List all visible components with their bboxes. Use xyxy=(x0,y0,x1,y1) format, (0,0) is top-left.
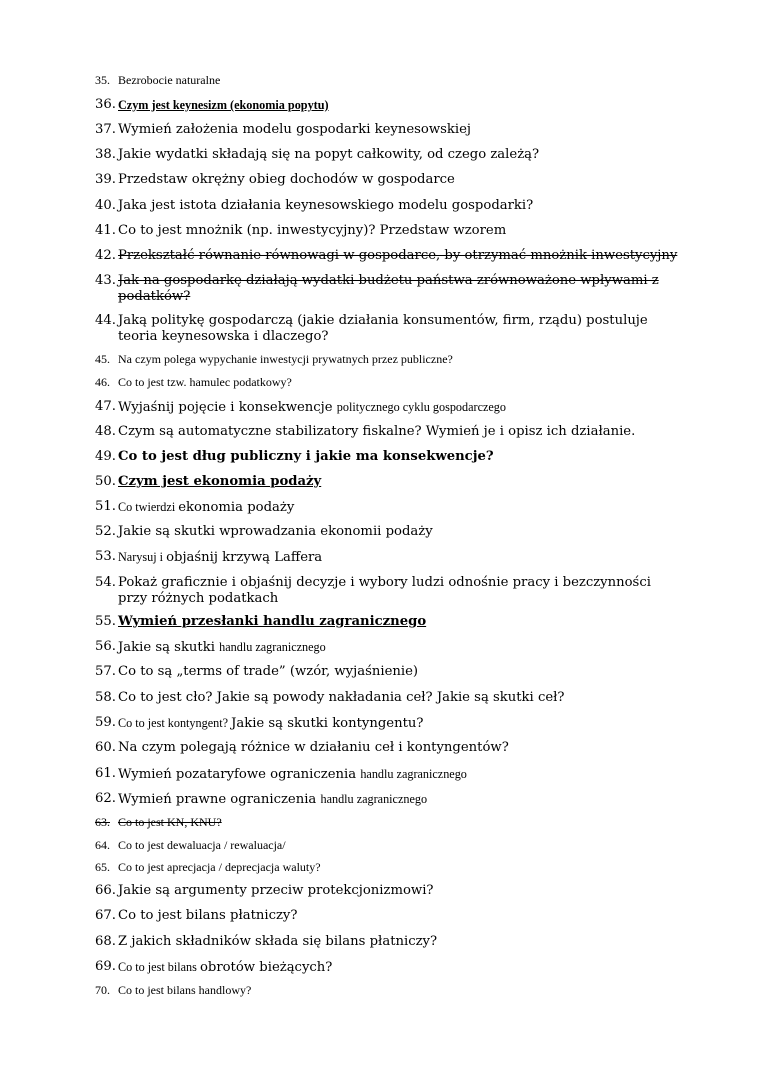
question-text-segment: objaśnij krzywą Laffera xyxy=(166,550,323,565)
question-text-segment: Co to jest bilans xyxy=(118,960,200,974)
question-item xyxy=(95,766,685,783)
question-item xyxy=(95,248,685,264)
question-item xyxy=(95,959,685,976)
question-item xyxy=(95,860,685,875)
question-text xyxy=(118,639,326,656)
question-number: 44. xyxy=(95,313,116,328)
question-item xyxy=(95,424,685,440)
question-item xyxy=(95,122,685,138)
question-text-segment: Jak na gospodarkę działają wydatki budżetu państwa zrównoważone wpływami z podatków? xyxy=(118,273,659,304)
question-text xyxy=(118,838,286,853)
question-text xyxy=(118,715,423,732)
question-text xyxy=(118,815,222,830)
question-number: 60. xyxy=(95,740,116,755)
question-text-segment: handlu zagranicznego xyxy=(320,792,428,806)
question-number: 55. xyxy=(95,614,116,629)
question-item xyxy=(95,639,685,656)
question-text xyxy=(118,313,678,345)
question-text-segment: ekonomia podaży xyxy=(178,500,295,515)
question-text-segment: Wymień przesłanki handlu zagranicznego xyxy=(118,614,427,629)
question-number: 69. xyxy=(95,959,116,974)
question-number: 67. xyxy=(95,908,116,923)
question-number: 57. xyxy=(95,664,116,679)
question-item xyxy=(95,791,685,808)
question-text-segment: Co to jest bilans handlowy? xyxy=(118,983,252,997)
question-item xyxy=(95,198,685,214)
question-number: 48. xyxy=(95,424,116,439)
question-text xyxy=(118,449,494,465)
question-item xyxy=(95,883,685,899)
question-text-segment: Pokaż graficznie i objaśnij decyzje i wybory ludzi odnośnie pracy i bezczynności przy różnych podatkach xyxy=(118,575,651,606)
question-item xyxy=(95,97,685,114)
question-text xyxy=(118,424,635,440)
question-number: 56. xyxy=(95,639,116,654)
question-item xyxy=(95,223,685,239)
question-text-segment: Co to jest KN, KNU? xyxy=(118,815,222,829)
question-text xyxy=(118,740,509,756)
question-text-segment: Co to są „terms of trade” (wzór, wyjaśnienie) xyxy=(118,664,419,679)
question-number: 35. xyxy=(95,73,110,87)
question-text-segment: politycznego cyklu gospodarczego xyxy=(336,400,506,414)
question-text xyxy=(118,223,506,239)
question-number: 63. xyxy=(95,815,110,829)
question-text xyxy=(118,791,427,808)
question-text xyxy=(118,664,418,680)
question-text-segment: handlu zagranicznego xyxy=(219,640,326,654)
question-item xyxy=(95,690,685,706)
question-text-segment: Przekształć równanie równowagi w gospodarce, by otrzymać mnożnik inwestycyjny xyxy=(118,248,678,263)
question-text xyxy=(118,273,678,305)
question-number: 70. xyxy=(95,983,110,997)
question-number: 52. xyxy=(95,524,116,539)
question-item xyxy=(95,273,685,305)
question-text xyxy=(118,690,564,706)
question-item xyxy=(95,983,685,998)
question-text xyxy=(118,399,506,416)
question-text-segment: handlu zagranicznego xyxy=(360,767,467,781)
question-text xyxy=(118,474,321,490)
question-item xyxy=(95,449,685,465)
question-text-segment: Z jakich składników składa się bilans płatniczy? xyxy=(118,934,438,949)
question-item xyxy=(95,524,685,540)
question-text xyxy=(118,172,455,188)
question-number: 62. xyxy=(95,791,116,806)
question-text-segment: Czym jest keynesizm (ekonomia popytu) xyxy=(118,98,329,112)
question-number: 54. xyxy=(95,575,116,590)
question-text-segment: Narysuj i xyxy=(118,550,167,564)
question-number: 40. xyxy=(95,198,116,213)
question-text-segment: Co to jest bilans płatniczy? xyxy=(118,908,298,923)
question-number: 59. xyxy=(95,715,116,730)
question-text-segment: Jaką politykę gospodarczą (jakie działania konsumentów, firm, rządu) postuluje teoria keynesowska i dlaczego? xyxy=(118,313,648,344)
question-text-segment: Czym jest ekonomia podaży xyxy=(118,474,322,489)
question-text-segment: Jakie są skutki xyxy=(118,640,220,655)
question-number: 46. xyxy=(95,375,110,389)
question-text xyxy=(118,73,220,88)
question-item xyxy=(95,575,685,607)
question-item xyxy=(95,474,685,490)
question-text-segment: Wymień prawne ograniczenia xyxy=(118,792,321,807)
question-number: 65. xyxy=(95,860,110,874)
question-number: 38. xyxy=(95,147,116,162)
question-item xyxy=(95,172,685,188)
question-text-segment: Wyjaśnij pojęcie i konsekwencje xyxy=(118,400,337,415)
question-number: 61. xyxy=(95,766,116,781)
question-number: 37. xyxy=(95,122,116,137)
question-text xyxy=(118,983,251,998)
question-number: 47. xyxy=(95,399,116,414)
question-item xyxy=(95,73,685,88)
question-text-segment: Przedstaw okrężny obieg dochodów w gospodarce xyxy=(118,172,455,187)
question-number: 41. xyxy=(95,223,116,238)
question-text-segment: Co twierdzi xyxy=(118,500,179,514)
question-text-segment: Co to jest mnożnik (np. inwestycyjny)? Przedstaw wzorem xyxy=(118,223,507,238)
question-text xyxy=(118,614,426,630)
question-text xyxy=(118,934,437,950)
question-item xyxy=(95,815,685,830)
question-item xyxy=(95,664,685,680)
question-item xyxy=(95,715,685,732)
question-number: 50. xyxy=(95,474,116,489)
question-text-segment: Na czym polegają różnice w działaniu ceł i kontyngentów? xyxy=(118,740,509,755)
question-text-segment: Jaka jest istota działania keynesowskiego modelu gospodarki? xyxy=(118,198,534,213)
question-item xyxy=(95,908,685,924)
question-item xyxy=(95,838,685,853)
question-text xyxy=(118,959,332,976)
question-text-segment: Jakie są skutki kontyngentu? xyxy=(231,716,424,731)
question-text xyxy=(118,147,539,163)
question-text xyxy=(118,549,322,566)
question-number: 68. xyxy=(95,934,116,949)
question-text-segment: Co to jest aprecjacja / deprecjacja waluty? xyxy=(118,860,321,874)
question-text xyxy=(118,499,294,516)
question-text-segment: Co to jest dewaluacja / rewaluacja/ xyxy=(118,838,286,852)
question-item xyxy=(95,147,685,163)
question-text xyxy=(118,575,678,607)
question-number: 36. xyxy=(95,97,116,112)
question-text-segment: Jakie są skutki wprowadzania ekonomii podaży xyxy=(118,524,433,539)
question-text xyxy=(118,524,433,540)
question-text-segment: Wymień pozataryfowe ograniczenia xyxy=(118,767,361,782)
question-item xyxy=(95,499,685,516)
question-text-segment: Co to jest dług publiczny i jakie ma konsekwencje? xyxy=(118,449,494,464)
question-number: 45. xyxy=(95,352,110,366)
question-text-segment: Na czym polega wypychanie inwestycji prywatnych przez publiczne? xyxy=(118,352,453,366)
question-item xyxy=(95,740,685,756)
question-text xyxy=(118,122,471,138)
question-text-segment: Bezrobocie naturalne xyxy=(118,73,221,87)
question-text-segment: Czym są automatyczne stabilizatory fiskalne? Wymień je i opisz ich działanie. xyxy=(118,424,636,439)
question-text xyxy=(118,375,292,390)
question-number: 58. xyxy=(95,690,116,705)
question-text-segment: Jakie wydatki składają się na popyt całkowity, od czego zależą? xyxy=(118,147,540,162)
question-text-segment: Co to jest cło? Jakie są powody nakładania ceł? Jakie są skutki ceł? xyxy=(118,690,565,705)
question-number: 43. xyxy=(95,273,116,288)
question-number: 39. xyxy=(95,172,116,187)
question-number: 49. xyxy=(95,449,116,464)
question-item xyxy=(95,313,685,345)
question-text-segment: Wymień założenia modelu gospodarki keynesowskiej xyxy=(118,122,472,137)
question-item xyxy=(95,352,685,367)
question-text xyxy=(118,860,321,875)
question-number: 51. xyxy=(95,499,116,514)
question-text xyxy=(118,908,297,924)
question-text xyxy=(118,352,453,367)
question-text xyxy=(118,97,329,114)
question-number: 42. xyxy=(95,248,116,263)
question-item xyxy=(95,614,685,630)
question-text-segment: Co to jest kontyngent? xyxy=(118,716,232,730)
question-text-segment: Co to jest tzw. hamulec podatkowy? xyxy=(118,375,292,389)
question-number: 64. xyxy=(95,838,110,852)
question-text-segment: Jakie są argumenty przeciw protekcjonizmowi? xyxy=(118,883,434,898)
question-item xyxy=(95,375,685,390)
question-item xyxy=(95,934,685,950)
question-item xyxy=(95,399,685,416)
question-text xyxy=(118,248,677,264)
question-number: 66. xyxy=(95,883,116,898)
question-text-segment: obrotów bieżących? xyxy=(199,960,333,975)
question-text xyxy=(118,198,533,214)
question-number: 53. xyxy=(95,549,116,564)
question-item xyxy=(95,549,685,566)
question-text xyxy=(118,766,467,783)
question-text xyxy=(118,883,433,899)
